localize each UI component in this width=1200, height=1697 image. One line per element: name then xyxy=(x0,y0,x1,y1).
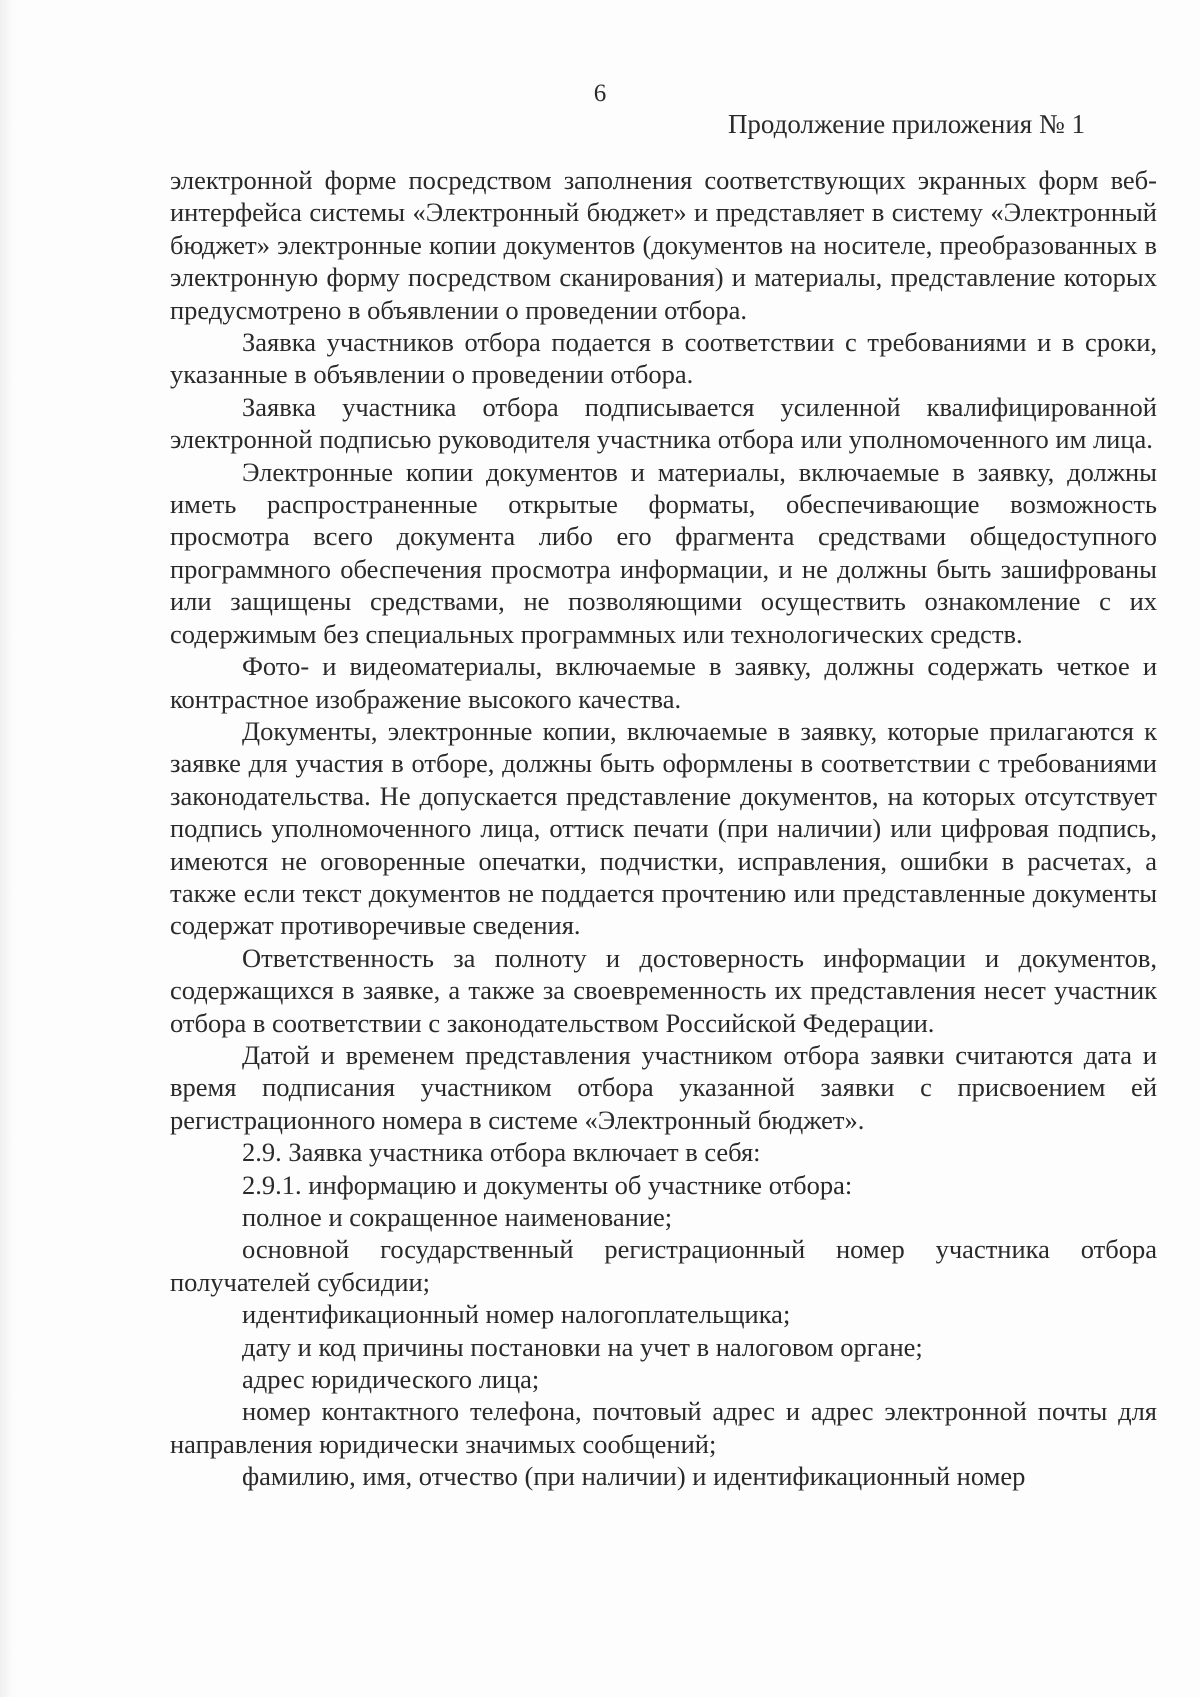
paragraph: Ответственность за полноту и достоверность информации и документов, содержащихся в заявке, а также за своевременность их представления несет участник отбора в соответствии с законодательством Российской Федерации. xyxy=(170,942,1157,1038)
paragraph: Фото- и видеоматериалы, включаемые в заявку, должны содержать четкое и контрастное изображение высокого качества. xyxy=(170,651,1157,714)
list-item: полное и сокращенное наименование; xyxy=(242,1202,673,1232)
paragraph: Документы, электронные копии, включаемые в заявку, которые прилагаются к заявке для участия в отборе, должны быть оформлены в соответствии с требованиями законодательства. Не допускается представление документов, на которых отсутствует подпись уполномоченного лица, оттиск печати (при наличии) или цифровая подпись, имеются не оговоренные опечатки, подчистки, исправления, ошибки в расчетах, а также если текст документов не поддается прочтению или представленные документы содержат противоречивые сведения. xyxy=(170,715,1157,941)
page-number: 6 xyxy=(593,80,607,107)
list-item: идентификационный номер налогоплательщика; xyxy=(242,1299,791,1330)
section-heading-2-9: 2.9. Заявка участника отбора включает в себя: xyxy=(242,1137,761,1168)
paragraph: Заявка участника отбора подписывается усиленной квалифицированной электронной подписью руководителя участника отбора или уполномоченного им лица. xyxy=(170,391,1157,455)
list-item: фамилию, имя, отчество (при наличии) и идентификационный номер xyxy=(242,1461,1026,1492)
list-item: основной государственный регистрационный номер участника отбора получателей субсидии; xyxy=(170,1234,1157,1297)
appendix-header: Продолжение приложения № 1 xyxy=(727,109,1085,139)
document-body xyxy=(170,164,1157,1493)
list-item: дату и код причины постановки на учет в налоговом органе; xyxy=(242,1331,923,1362)
scan-edge-shadow xyxy=(0,0,14,1697)
paragraph: Датой и временем представления участником отбора заявки считаются дата и время подписания участником отбора указанной заявки с присвоением ей регистрационного номера в системе «Электронный бюджет». xyxy=(170,1039,1157,1135)
paragraph: Электронные копии документов и материалы, включаемые в заявку, должны иметь распространенные открытые форматы, обеспечивающие возможность просмотра всего документа либо его фрагмента средствами общедоступного программного обеспечения просмотра информации, и не должны быть зашифрованы или защищены средствами, не позволяющими осуществить ознакомление с их содержимым без специальных программных или технологических средств. xyxy=(170,456,1157,649)
list-item: адрес юридического лица; xyxy=(242,1364,540,1395)
paragraph: Заявка участников отбора подается в соответствии с требованиями и в сроки, указанные в объявлении о проведении отбора. xyxy=(170,327,1157,390)
list-item: номер контактного телефона, почтовый адрес и адрес электронной почты для направления юридически значимых сообщений; xyxy=(170,1396,1157,1459)
paragraph-continuation: электронной форме посредством заполнения соответствующих экранных форм веб-интерфейса системы «Электронный бюджет» и представляет в систему «Электронный бюджет» электронные копии документов (документов на носителе, преобразованных в электронную форму посредством сканирования) и материалы, представление которых предусмотрено в объявлении о проведении отбора. xyxy=(170,165,1157,325)
subsection-heading-2-9-1: 2.9.1. информацию и документы об участнике отбора: xyxy=(242,1169,853,1200)
